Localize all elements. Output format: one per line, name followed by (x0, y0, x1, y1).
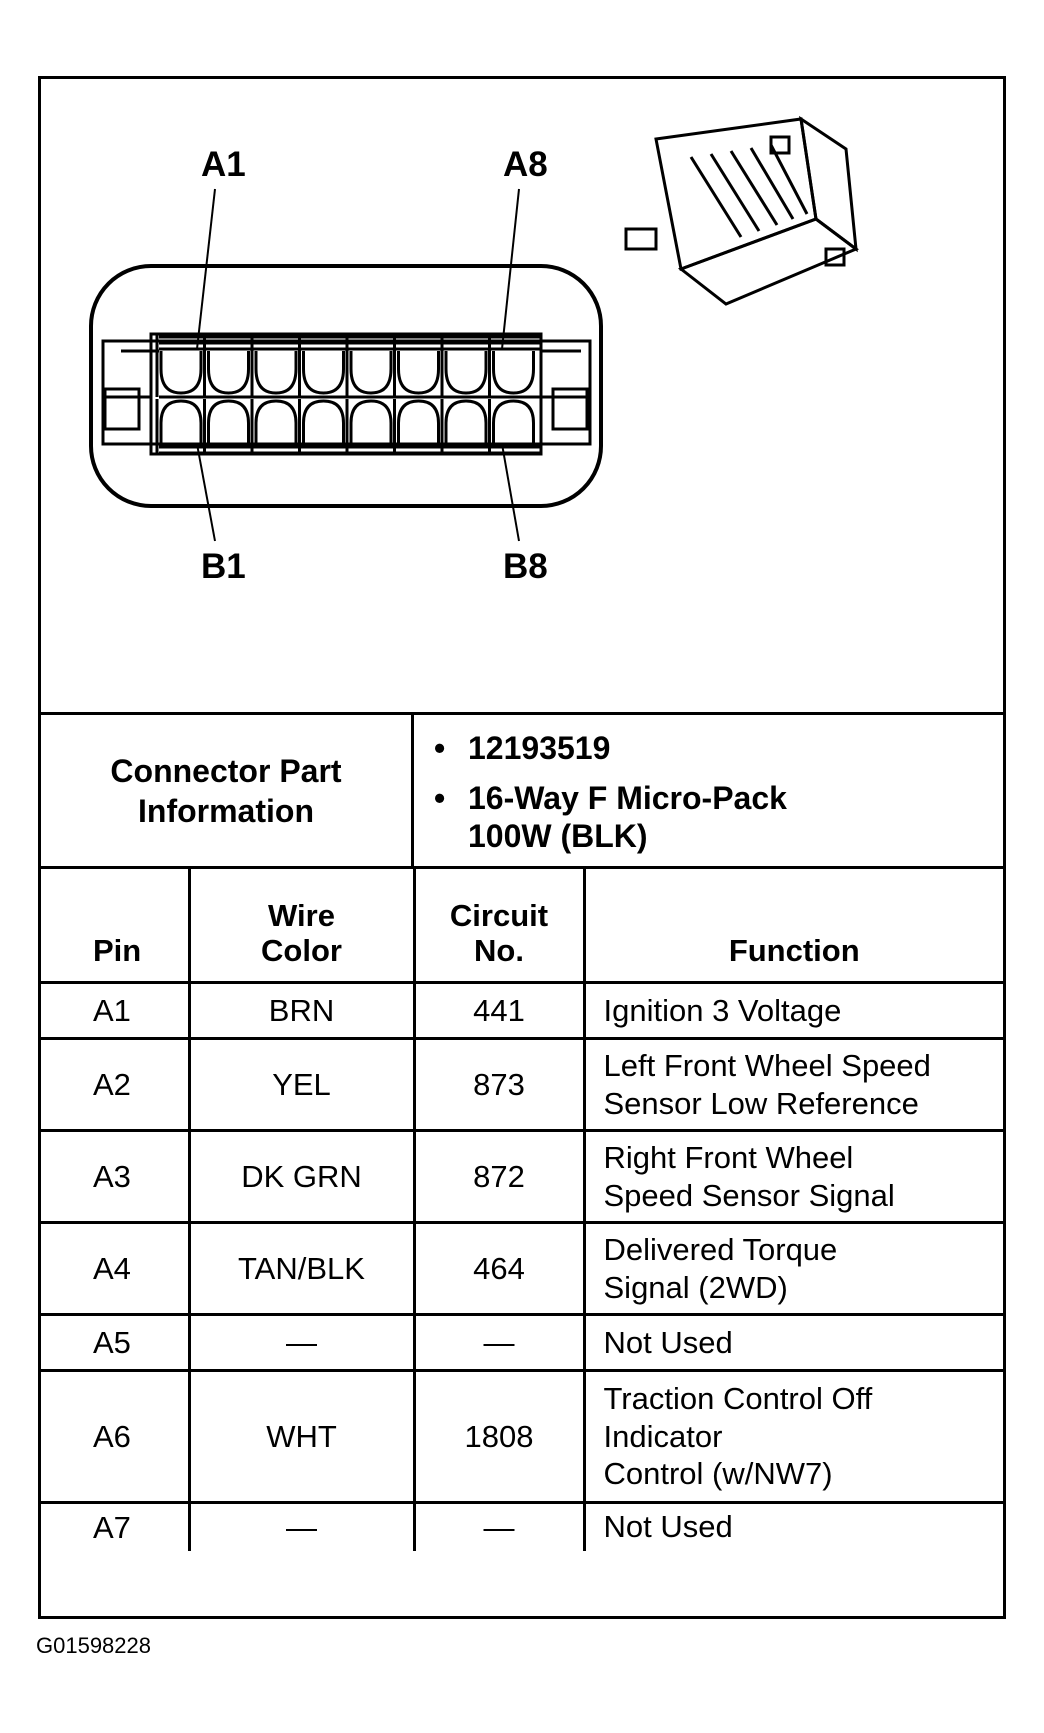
table-row (41, 1223, 1003, 1315)
pin-cavity (351, 351, 391, 393)
table-row (41, 1371, 1003, 1503)
pin-cavity (209, 401, 249, 443)
leader-a8 (502, 189, 519, 349)
wire-color-cell: WHT (189, 1371, 414, 1503)
pin-cavity (304, 351, 344, 393)
pin-cavity (399, 351, 439, 393)
header-circuit-no: Circuit No. (414, 869, 584, 983)
function-cell: Right Front Wheel Speed Sensor Signal (584, 1131, 1003, 1223)
wire-color-cell: YEL (189, 1039, 414, 1131)
connector-perspective-sketch (626, 119, 856, 304)
pin-cavity (256, 401, 296, 443)
left-latch (105, 389, 139, 429)
connector-sheet-frame (38, 76, 1006, 1619)
connector-diagram-panel (41, 79, 1003, 715)
connector-part-information-title: Connector Part Information (41, 715, 414, 866)
pin-cavity (446, 401, 486, 443)
pin-cell: A4 (41, 1223, 189, 1315)
circuit-no-cell: — (414, 1503, 584, 1551)
pin-cavity (351, 401, 391, 443)
pin-cavity (304, 401, 344, 443)
wire-color-cell: TAN/BLK (189, 1223, 414, 1315)
function-cell: Not Used (584, 1503, 1003, 1551)
leader-a1 (197, 189, 215, 349)
figure-code: G01598228 (36, 1633, 151, 1658)
function-cell: Ignition 3 Voltage (584, 983, 1003, 1039)
table-row (41, 1315, 1003, 1371)
function-cell: Not Used (584, 1315, 1003, 1371)
leader-b8 (502, 444, 519, 541)
pin-cavity (161, 351, 201, 393)
pin-cavity (161, 401, 201, 443)
header-pin: Pin (41, 869, 189, 983)
pin-cell: A7 (41, 1503, 189, 1551)
pin-label-a8: A8 (503, 145, 548, 184)
connector-description: • 16-Way F Micro-Pack 100W (BLK) (468, 779, 1003, 855)
table-header-row (41, 869, 1003, 983)
pin-cavity (494, 351, 534, 393)
pin-cell: A3 (41, 1131, 189, 1223)
function-cell: Left Front Wheel Speed Sensor Low Reference (584, 1039, 1003, 1131)
pin-label-b1: B1 (201, 547, 246, 586)
wire-color-cell: — (189, 1315, 414, 1371)
pin-cavity (256, 351, 296, 393)
pin-label-b8: B8 (503, 547, 548, 586)
pin-label-a1: A1 (201, 145, 246, 184)
circuit-no-cell: 1808 (414, 1371, 584, 1503)
pin-out-table (41, 869, 1003, 1551)
wire-color-cell: — (189, 1503, 414, 1551)
function-cell: Traction Control Off Indicator Control (w/NW7) (584, 1371, 1003, 1503)
leader-b1 (197, 444, 215, 541)
pin-cell: A6 (41, 1371, 189, 1503)
pin-cavity (446, 351, 486, 393)
connector-part-number: • 12193519 (468, 729, 1003, 767)
wire-color-cell: BRN (189, 983, 414, 1039)
header-function: Function (584, 869, 1003, 983)
pin-cell: A2 (41, 1039, 189, 1131)
function-cell: Delivered Torque Signal (2WD) (584, 1223, 1003, 1315)
circuit-no-cell: 872 (414, 1131, 584, 1223)
pin-cavity (209, 351, 249, 393)
pin-cell: A5 (41, 1315, 189, 1371)
table-row (41, 1131, 1003, 1223)
pin-cavity (494, 401, 534, 443)
circuit-no-cell: 873 (414, 1039, 584, 1131)
table-row (41, 1503, 1003, 1551)
circuit-no-cell: 441 (414, 983, 584, 1039)
circuit-no-cell: 464 (414, 1223, 584, 1315)
pin-cavity (399, 401, 439, 443)
table-row (41, 983, 1003, 1039)
connector-part-information-list (414, 715, 1003, 866)
table-row (41, 1039, 1003, 1131)
right-latch (553, 389, 587, 429)
circuit-no-cell: — (414, 1315, 584, 1371)
pin-cell: A1 (41, 983, 189, 1039)
header-wire-color: Wire Color (189, 869, 414, 983)
connector-part-information-row (41, 715, 1003, 869)
wire-color-cell: DK GRN (189, 1131, 414, 1223)
